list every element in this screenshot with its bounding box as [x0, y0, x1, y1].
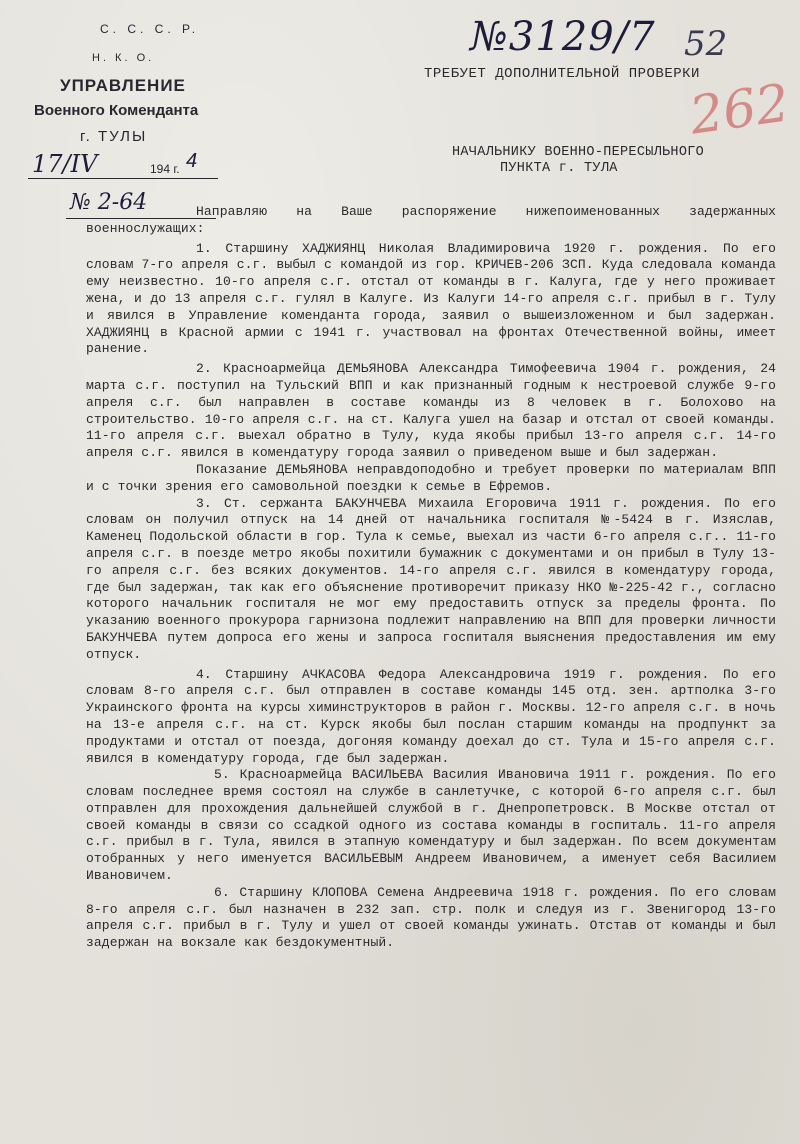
stamp-country: С. С. С. Р.	[100, 22, 200, 36]
stamp-divider	[28, 178, 218, 179]
paragraph-6: 6. Старшину КЛОПОВА Семена Андреевича 1918 г. рождения. По его словам 8-го апреля с.г. был назначен в 232 зап. стр. полк и следуя из г. Звенигород 13-го апреля с.г. прибыл в г. Тулу и ушел от своей команды ужинать. Отстав от команды и был задержан на вокзале как бездокументный.	[86, 884, 776, 951]
addressee-line: ПУНКТА г. ТУЛА	[500, 161, 618, 176]
paragraph-2-note: Показание ДЕМЬЯНОВА неправдоподобно и требует проверки по материалам ВПП и с точки зрения его самовольной поездки к семье в Ефремов.	[86, 461, 776, 494]
addressee-line: НАЧАЛЬНИКУ ВОЕННО-ПЕРЕСЫЛЬНОГО	[452, 145, 705, 160]
stamp-year: 194 г.	[150, 162, 180, 176]
handwritten-page-number: 52	[684, 24, 728, 64]
verification-note: ТРЕБУЕТ ДОПОЛНИТЕЛЬНОЙ ПРОВЕРКИ	[424, 66, 700, 82]
paragraph-3: 3. Ст. сержанта БАКУНЧЕВА Михаила Егоровича 1911 г. рождения. По его словам он получил отпуск на 14 дней от начальника госпиталя №-5424 в г. Изяслав, Каменец Подольской области в гор. Тула к семье, выехал из части 6-го апреля с.г.. 11-го апреля с.г. в поезде метро якобы похитили бумажник с документами и он прибыл в Тулу 13-го апреля с.г. без всяких документов. 14-го апреля с.г. явился в комендатуру города, где был задержан, так как его объяснение противоречит приказу НКО №-225-42 г., согласно которого начальник госпиталя не мог ему предоставить отпуск за пределы фронта. По указанию военного прокурора гарнизона подлежит направлению на ВПП для проверки личности БАКУНЧЕВА путем допроса его жены и запроса госпиталя выяснения предоставления им ему отпуск.	[86, 495, 776, 662]
stamp-city: г. ТУЛЫ	[80, 128, 148, 145]
paragraph-4: 4. Старшину АЧКАСОВА Федора Александровича 1919 г. рождения. По его словам 8-го апреля с.г. был отправлен в составе команды 145 отд. зен. артполка 3-го Украинского фронта на курсы химинструкторов в район г. Москвы. 12-го апреля с.г. в ночь на 13-е апреля с.г. на ст. Курск якобы был послан старшим команды на продпункт за продуктами и отстал от поезда, догоняя команду доехал до ст. Тула и 15-го апреля с.г. явился в комендатуру города, где был задержан.	[86, 666, 776, 766]
addressee-block	[452, 145, 704, 177]
stamp-year-handwritten: 4	[186, 150, 198, 172]
stamp-commandant: Военного Коменданта	[34, 102, 199, 119]
stamp-date: 17/IV	[32, 150, 98, 178]
handwritten-red-mark: 262	[686, 73, 793, 147]
stamp-nko: Н. К. О.	[92, 52, 155, 64]
document-body	[86, 204, 776, 952]
stamp-number: № 2-64	[70, 190, 148, 215]
paragraph-5: 5. Красноармейца ВАСИЛЬЕВА Василия Ивановича 1911 г. рождения. По его словам последнее время состоял на службе в санлетучке, с которой 6-го апреля с.г. был отправлен для прохождения дальнейшей службой в г. Днепропетровск. В Москве отстал от своей команды в связи со ссадкой одного из состава команды в госпиталь. 11-го апреля с.г. прибыл в г. Тула, явился в этапную комендатуру и был задержан. По всем документам отобранных у него именуется ВАСИЛЬЕВЫМ Андреем Ивановичем, а именует себя Василием Ивановичем.	[86, 767, 776, 884]
commandant-stamp	[22, 20, 252, 220]
paragraph-1: 1. Старшину ХАДЖИЯНЦ Николая Владимировича 1920 г. рождения. По его словам 7-го апреля с.г. выбыл с командой из гор. КРИЧЕВ-206 ЗСП. Куда следовала команда ему неизвестно. 10-го апреля с.г. отстал от команды в г. Калуга, где у него проживает жена, и до 13 апреля с.г. гулял в Калуге. Из Калуги 14-го апреля с.г. прибыл в г. Тулу и явился в Управление коменданта города, заявил о вышеизложенном и был задержан. ХАДЖИЯНЦ в Красной армии с 1941 г. участвовал на фронтах Отечественной войны, имеет ранение.	[86, 240, 776, 357]
paragraph-2: 2. Красноармейца ДЕМЬЯНОВА Александра Тимофеевича 1904 г. рождения, 24 марта с.г. поступил на Тульский ВПП и как признанный годным к нестроевой службе 9-го апреля с.г. был направлен в составе команды из 8 человек в г. Болохово на строительство. 10-го апреля с.г. на ст. Калуга ушел на базар и отстал от своей команды. 11-го апреля с.г. выехал обратно в Тулу, куда якобы прибыл 13-го апреля с.г. 14-го апреля с.г. явился в комендатуру города заявил о приведеном выше и был задержан.	[86, 361, 776, 461]
stamp-department: УПРАВЛЕНИЕ	[60, 76, 186, 95]
intro-paragraph: Направляю на Ваше распоряжение нижепоименованных задержанных военнослужащих:	[86, 204, 776, 236]
handwritten-document-number: №3129/7	[470, 14, 656, 60]
